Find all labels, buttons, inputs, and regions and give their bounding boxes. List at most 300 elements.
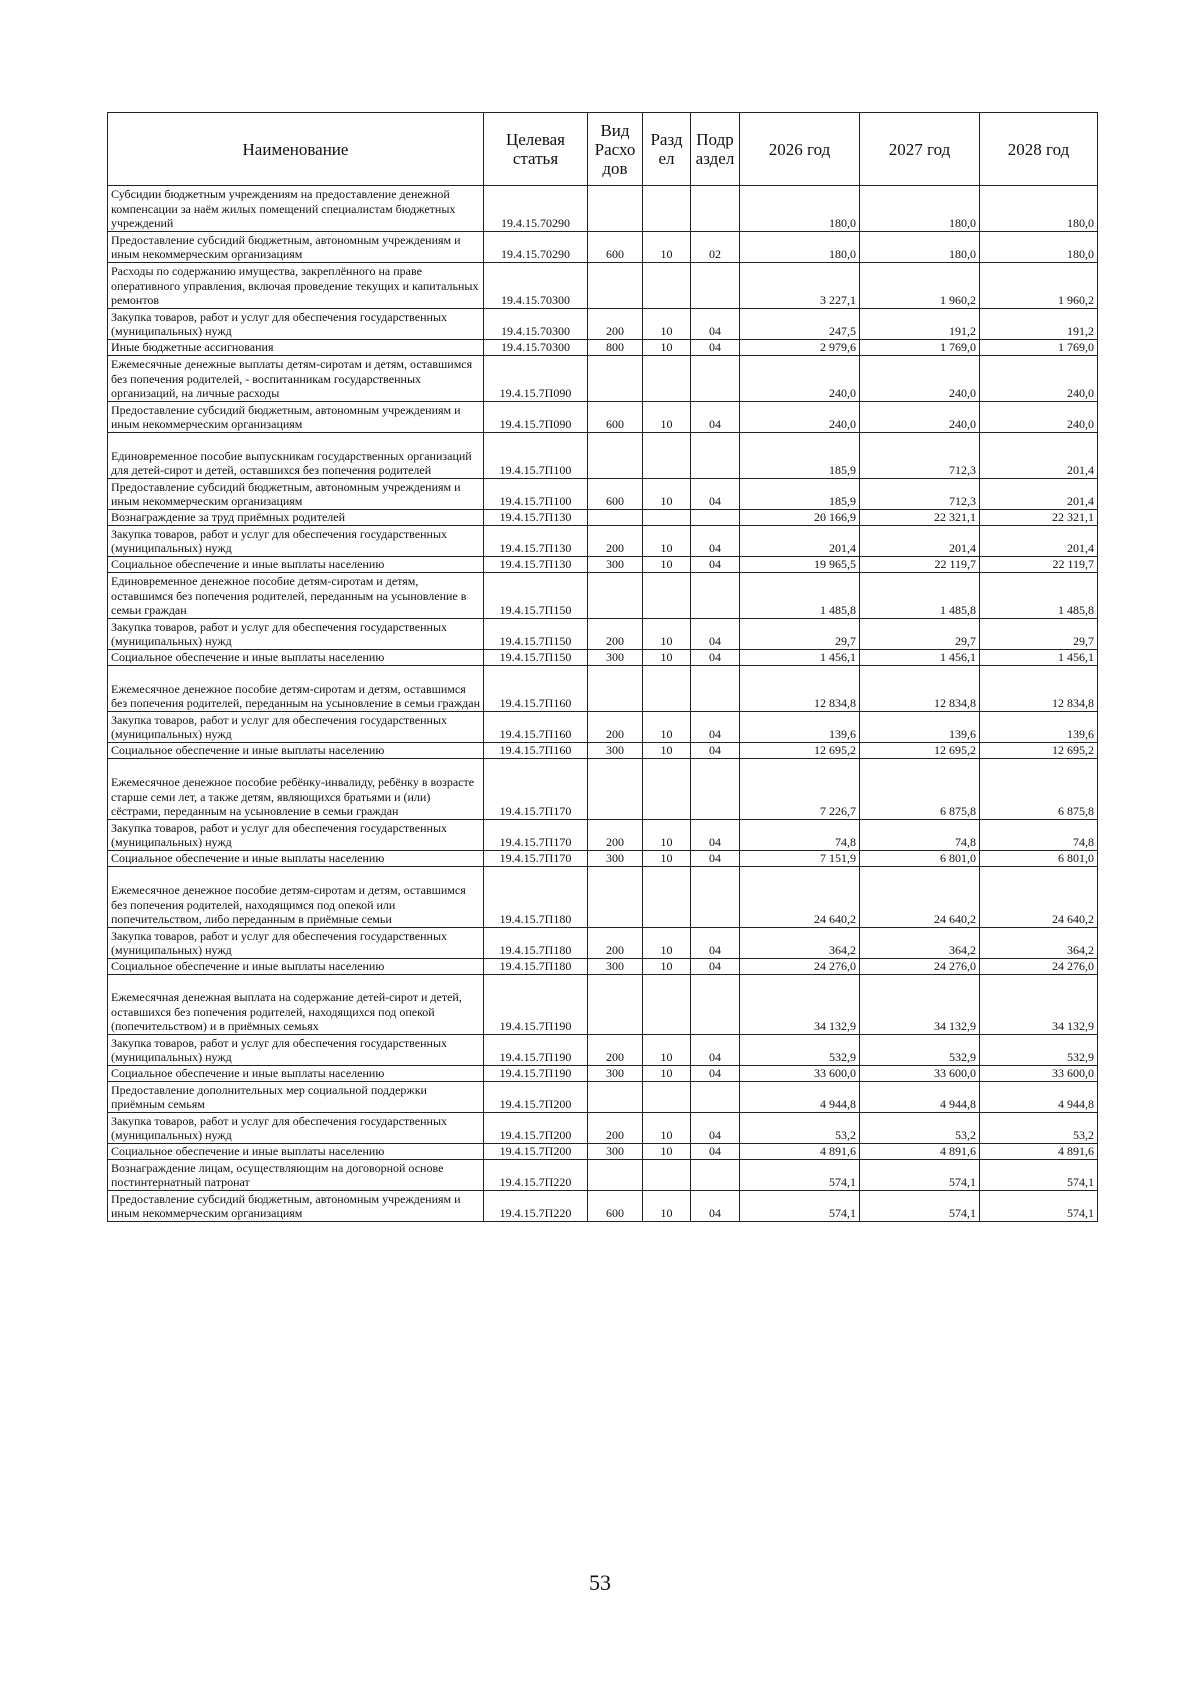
row-target-article: 19.4.15.7П160 xyxy=(484,712,588,743)
row-expense-type: 300 xyxy=(588,557,643,573)
row-target-article: 19.4.15.70290 xyxy=(484,186,588,232)
row-value-2026: 185,9 xyxy=(740,479,860,510)
row-value-2027: 29,7 xyxy=(860,619,980,650)
row-subsection: 02 xyxy=(691,232,740,263)
row-expense-type: 600 xyxy=(588,1191,643,1222)
row-section: 10 xyxy=(643,928,691,959)
row-value-2027: 1 960,2 xyxy=(860,263,980,309)
row-value-2026: 34 132,9 xyxy=(740,975,860,1035)
row-name: Предоставление субсидий бюджетным, автономным учреждениям и иным некоммерческим организациям xyxy=(108,1191,484,1222)
table-row xyxy=(108,1191,1098,1222)
row-expense-type xyxy=(588,867,643,928)
row-section: 10 xyxy=(643,479,691,510)
header-name: Наименование xyxy=(108,113,484,186)
row-section: 10 xyxy=(643,1113,691,1144)
row-value-2028: 364,2 xyxy=(980,928,1098,959)
table-row xyxy=(108,510,1098,526)
row-name: Ежемесячное денежное пособие детям-сиротам и детям, оставшимся без попечения родителей, переданным на усыновление в семьи граждан xyxy=(108,666,484,712)
row-subsection xyxy=(691,573,740,619)
row-value-2026: 4 891,6 xyxy=(740,1144,860,1160)
row-section: 10 xyxy=(643,619,691,650)
row-section xyxy=(643,510,691,526)
row-name: Социальное обеспечение и иные выплаты населению xyxy=(108,959,484,975)
row-section: 10 xyxy=(643,309,691,340)
row-section: 10 xyxy=(643,712,691,743)
row-value-2028: 180,0 xyxy=(980,232,1098,263)
row-value-2027: 34 132,9 xyxy=(860,975,980,1035)
row-expense-type: 300 xyxy=(588,1066,643,1082)
row-name: Закупка товаров, работ и услуг для обеспечения государственных (муниципальных) нужд xyxy=(108,928,484,959)
row-value-2028: 24 276,0 xyxy=(980,959,1098,975)
row-value-2027: 191,2 xyxy=(860,309,980,340)
row-expense-type: 200 xyxy=(588,526,643,557)
row-subsection: 04 xyxy=(691,928,740,959)
row-name: Закупка товаров, работ и услуг для обеспечения государственных (муниципальных) нужд xyxy=(108,820,484,851)
row-subsection: 04 xyxy=(691,619,740,650)
table-row xyxy=(108,1113,1098,1144)
row-value-2028: 22 321,1 xyxy=(980,510,1098,526)
row-section: 10 xyxy=(643,340,691,356)
row-value-2027: 574,1 xyxy=(860,1160,980,1191)
row-value-2028: 6 875,8 xyxy=(980,759,1098,820)
table-body xyxy=(108,186,1098,1222)
row-value-2026: 1 456,1 xyxy=(740,650,860,666)
page-number: 53 xyxy=(589,1570,611,1595)
row-value-2027: 24 276,0 xyxy=(860,959,980,975)
row-section: 10 xyxy=(643,1066,691,1082)
table-row xyxy=(108,1144,1098,1160)
row-value-2027: 4 944,8 xyxy=(860,1082,980,1113)
table-row xyxy=(108,1035,1098,1066)
row-value-2028: 6 801,0 xyxy=(980,851,1098,867)
row-section: 10 xyxy=(643,851,691,867)
row-subsection xyxy=(691,510,740,526)
row-target-article: 19.4.15.7П150 xyxy=(484,619,588,650)
table-row xyxy=(108,928,1098,959)
row-expense-type: 200 xyxy=(588,1113,643,1144)
row-target-article: 19.4.15.70290 xyxy=(484,232,588,263)
row-value-2026: 201,4 xyxy=(740,526,860,557)
row-subsection xyxy=(691,1160,740,1191)
table-row xyxy=(108,557,1098,573)
row-target-article: 19.4.15.7П090 xyxy=(484,402,588,433)
row-name: Предоставление субсидий бюджетным, автономным учреждениям и иным некоммерческим организациям xyxy=(108,402,484,433)
row-subsection xyxy=(691,356,740,402)
row-expense-type: 600 xyxy=(588,479,643,510)
row-target-article: 19.4.15.7П100 xyxy=(484,479,588,510)
row-value-2026: 4 944,8 xyxy=(740,1082,860,1113)
row-section: 10 xyxy=(643,1144,691,1160)
row-expense-type xyxy=(588,433,643,479)
row-name: Социальное обеспечение и иные выплаты населению xyxy=(108,557,484,573)
row-section xyxy=(643,186,691,232)
table-row xyxy=(108,820,1098,851)
row-name: Субсидии бюджетным учреждениям на предоставление денежной компенсации за наём жилых помещений специалистам бюджетных учреждений xyxy=(108,186,484,232)
row-section xyxy=(643,1160,691,1191)
row-target-article: 19.4.15.70300 xyxy=(484,263,588,309)
row-value-2026: 180,0 xyxy=(740,232,860,263)
row-target-article: 19.4.15.70300 xyxy=(484,340,588,356)
row-value-2028: 53,2 xyxy=(980,1113,1098,1144)
row-value-2027: 532,9 xyxy=(860,1035,980,1066)
row-section: 10 xyxy=(643,820,691,851)
row-value-2028: 1 485,8 xyxy=(980,573,1098,619)
row-target-article: 19.4.15.7П130 xyxy=(484,526,588,557)
row-subsection: 04 xyxy=(691,650,740,666)
row-value-2028: 240,0 xyxy=(980,356,1098,402)
row-value-2027: 53,2 xyxy=(860,1113,980,1144)
row-expense-type xyxy=(588,1160,643,1191)
row-name: Единовременное денежное пособие детям-сиротам и детям, оставшимся без попечения родителей, переданным на усыновление в семьи граждан xyxy=(108,573,484,619)
row-expense-type: 300 xyxy=(588,959,643,975)
table-row xyxy=(108,479,1098,510)
row-value-2027: 712,3 xyxy=(860,479,980,510)
row-name: Предоставление субсидий бюджетным, автономным учреждениям и иным некоммерческим организациям xyxy=(108,232,484,263)
table-row xyxy=(108,232,1098,263)
row-subsection: 04 xyxy=(691,1066,740,1082)
row-subsection: 04 xyxy=(691,1144,740,1160)
row-expense-type xyxy=(588,1082,643,1113)
row-value-2026: 20 166,9 xyxy=(740,510,860,526)
row-section xyxy=(643,666,691,712)
row-expense-type: 600 xyxy=(588,232,643,263)
row-section xyxy=(643,867,691,928)
row-target-article: 19.4.15.70300 xyxy=(484,309,588,340)
row-value-2028: 33 600,0 xyxy=(980,1066,1098,1082)
row-expense-type xyxy=(588,510,643,526)
row-target-article: 19.4.15.7П200 xyxy=(484,1144,588,1160)
row-target-article: 19.4.15.7П180 xyxy=(484,867,588,928)
row-subsection: 04 xyxy=(691,402,740,433)
row-section: 10 xyxy=(643,1191,691,1222)
row-value-2026: 3 227,1 xyxy=(740,263,860,309)
row-value-2027: 364,2 xyxy=(860,928,980,959)
row-name: Предоставление дополнительных мер социальной поддержки приёмным семьям xyxy=(108,1082,484,1113)
row-section xyxy=(643,759,691,820)
table-row xyxy=(108,867,1098,928)
row-subsection: 04 xyxy=(691,1113,740,1144)
row-name: Закупка товаров, работ и услуг для обеспечения государственных (муниципальных) нужд xyxy=(108,1113,484,1144)
table-row xyxy=(108,263,1098,309)
table-row xyxy=(108,309,1098,340)
row-value-2027: 1 485,8 xyxy=(860,573,980,619)
row-target-article: 19.4.15.7П170 xyxy=(484,851,588,867)
row-name: Социальное обеспечение и иные выплаты населению xyxy=(108,1066,484,1082)
row-target-article: 19.4.15.7П170 xyxy=(484,820,588,851)
row-expense-type: 200 xyxy=(588,309,643,340)
row-value-2028: 201,4 xyxy=(980,479,1098,510)
row-target-article: 19.4.15.7П180 xyxy=(484,928,588,959)
row-value-2028: 12 834,8 xyxy=(980,666,1098,712)
table-row xyxy=(108,186,1098,232)
row-section: 10 xyxy=(643,232,691,263)
row-target-article: 19.4.15.7П190 xyxy=(484,1035,588,1066)
row-value-2028: 532,9 xyxy=(980,1035,1098,1066)
row-value-2026: 1 485,8 xyxy=(740,573,860,619)
row-name: Ежемесячное денежное пособие ребёнку-инвалиду, ребёнку в возрасте старше семи лет, а также детям, являющихся братьями и (или) сёстрами, переданным на усыновление в семьи граждан xyxy=(108,759,484,820)
row-value-2026: 532,9 xyxy=(740,1035,860,1066)
table-row xyxy=(108,666,1098,712)
header-target-article: Целевая статья xyxy=(484,113,588,186)
table-row xyxy=(108,526,1098,557)
row-expense-type xyxy=(588,263,643,309)
table-row xyxy=(108,712,1098,743)
row-value-2027: 6 875,8 xyxy=(860,759,980,820)
row-expense-type xyxy=(588,573,643,619)
table-row xyxy=(108,356,1098,402)
row-value-2026: 574,1 xyxy=(740,1160,860,1191)
row-value-2026: 7 151,9 xyxy=(740,851,860,867)
row-name: Социальное обеспечение и иные выплаты населению xyxy=(108,743,484,759)
row-subsection: 04 xyxy=(691,309,740,340)
row-expense-type: 300 xyxy=(588,743,643,759)
row-value-2026: 180,0 xyxy=(740,186,860,232)
row-subsection xyxy=(691,867,740,928)
row-value-2028: 1 769,0 xyxy=(980,340,1098,356)
budget-table xyxy=(107,112,1098,1222)
row-name: Иные бюджетные ассигнования xyxy=(108,340,484,356)
row-name: Ежемесячные денежные выплаты детям-сиротам и детям, оставшимся без попечения родителей, - воспитанникам государственных организаций, на личные расходы xyxy=(108,356,484,402)
row-value-2028: 22 119,7 xyxy=(980,557,1098,573)
row-target-article: 19.4.15.7П130 xyxy=(484,557,588,573)
row-section xyxy=(643,975,691,1035)
row-target-article: 19.4.15.7П100 xyxy=(484,433,588,479)
row-section xyxy=(643,573,691,619)
row-value-2026: 185,9 xyxy=(740,433,860,479)
row-subsection xyxy=(691,759,740,820)
row-value-2028: 24 640,2 xyxy=(980,867,1098,928)
header-subsection: Подр аздел xyxy=(691,113,740,186)
row-expense-type: 200 xyxy=(588,619,643,650)
row-value-2028: 29,7 xyxy=(980,619,1098,650)
row-target-article: 19.4.15.7П220 xyxy=(484,1160,588,1191)
row-target-article: 19.4.15.7П170 xyxy=(484,759,588,820)
row-value-2028: 201,4 xyxy=(980,433,1098,479)
row-name: Закупка товаров, работ и услуг для обеспечения государственных (муниципальных) нужд xyxy=(108,526,484,557)
row-section xyxy=(643,433,691,479)
row-section xyxy=(643,1082,691,1113)
row-target-article: 19.4.15.7П150 xyxy=(484,650,588,666)
row-value-2028: 574,1 xyxy=(980,1160,1098,1191)
row-section: 10 xyxy=(643,650,691,666)
table-row xyxy=(108,851,1098,867)
row-value-2028: 34 132,9 xyxy=(980,975,1098,1035)
header-section: Разд ел xyxy=(643,113,691,186)
row-section: 10 xyxy=(643,959,691,975)
row-value-2028: 4 944,8 xyxy=(980,1082,1098,1113)
row-target-article: 19.4.15.7П200 xyxy=(484,1082,588,1113)
table-row xyxy=(108,573,1098,619)
row-target-article: 19.4.15.7П200 xyxy=(484,1113,588,1144)
row-value-2028: 191,2 xyxy=(980,309,1098,340)
row-expense-type: 200 xyxy=(588,928,643,959)
row-expense-type: 300 xyxy=(588,851,643,867)
row-value-2027: 180,0 xyxy=(860,232,980,263)
row-section xyxy=(643,356,691,402)
row-value-2027: 574,1 xyxy=(860,1191,980,1222)
row-subsection: 04 xyxy=(691,1191,740,1222)
row-name: Вознаграждение за труд приёмных родителей xyxy=(108,510,484,526)
row-subsection: 04 xyxy=(691,526,740,557)
row-subsection xyxy=(691,975,740,1035)
row-value-2027: 33 600,0 xyxy=(860,1066,980,1082)
table-header-row xyxy=(108,113,1098,186)
row-value-2026: 24 640,2 xyxy=(740,867,860,928)
table-row xyxy=(108,619,1098,650)
row-value-2026: 53,2 xyxy=(740,1113,860,1144)
row-value-2027: 201,4 xyxy=(860,526,980,557)
table-row xyxy=(108,743,1098,759)
row-expense-type: 300 xyxy=(588,1144,643,1160)
row-value-2026: 7 226,7 xyxy=(740,759,860,820)
row-subsection: 04 xyxy=(691,959,740,975)
row-expense-type: 600 xyxy=(588,402,643,433)
row-name: Закупка товаров, работ и услуг для обеспечения государственных (муниципальных) нужд xyxy=(108,619,484,650)
row-name: Социальное обеспечение и иные выплаты населению xyxy=(108,1144,484,1160)
row-value-2027: 139,6 xyxy=(860,712,980,743)
row-value-2027: 180,0 xyxy=(860,186,980,232)
row-name: Закупка товаров, работ и услуг для обеспечения государственных (муниципальных) нужд xyxy=(108,712,484,743)
row-value-2026: 19 965,5 xyxy=(740,557,860,573)
table-row xyxy=(108,1066,1098,1082)
row-expense-type: 200 xyxy=(588,1035,643,1066)
row-value-2027: 24 640,2 xyxy=(860,867,980,928)
row-value-2026: 139,6 xyxy=(740,712,860,743)
row-value-2027: 12 834,8 xyxy=(860,666,980,712)
row-subsection: 04 xyxy=(691,712,740,743)
row-value-2028: 201,4 xyxy=(980,526,1098,557)
row-subsection: 04 xyxy=(691,340,740,356)
row-name: Закупка товаров, работ и услуг для обеспечения государственных (муниципальных) нужд xyxy=(108,1035,484,1066)
header-year-2026: 2026 год xyxy=(740,113,860,186)
row-value-2027: 22 321,1 xyxy=(860,510,980,526)
row-name: Социальное обеспечение и иные выплаты населению xyxy=(108,851,484,867)
header-year-2027: 2027 год xyxy=(860,113,980,186)
row-section: 10 xyxy=(643,557,691,573)
row-subsection: 04 xyxy=(691,479,740,510)
table-row xyxy=(108,402,1098,433)
row-value-2027: 4 891,6 xyxy=(860,1144,980,1160)
table-row xyxy=(108,433,1098,479)
row-value-2026: 33 600,0 xyxy=(740,1066,860,1082)
row-value-2026: 2 979,6 xyxy=(740,340,860,356)
row-expense-type: 300 xyxy=(588,650,643,666)
row-expense-type xyxy=(588,186,643,232)
row-value-2027: 12 695,2 xyxy=(860,743,980,759)
row-section: 10 xyxy=(643,1035,691,1066)
row-value-2027: 22 119,7 xyxy=(860,557,980,573)
row-subsection xyxy=(691,186,740,232)
row-value-2027: 6 801,0 xyxy=(860,851,980,867)
table-row xyxy=(108,759,1098,820)
header-year-2028: 2028 год xyxy=(980,113,1098,186)
row-subsection xyxy=(691,1082,740,1113)
row-target-article: 19.4.15.7П150 xyxy=(484,573,588,619)
row-subsection: 04 xyxy=(691,820,740,851)
row-value-2027: 1 456,1 xyxy=(860,650,980,666)
row-value-2028: 180,0 xyxy=(980,186,1098,232)
row-value-2028: 240,0 xyxy=(980,402,1098,433)
row-expense-type xyxy=(588,975,643,1035)
row-subsection: 04 xyxy=(691,557,740,573)
row-value-2026: 12 834,8 xyxy=(740,666,860,712)
row-value-2026: 240,0 xyxy=(740,402,860,433)
table-row xyxy=(108,340,1098,356)
table-row xyxy=(108,1160,1098,1191)
row-section: 10 xyxy=(643,526,691,557)
row-value-2028: 139,6 xyxy=(980,712,1098,743)
table-row xyxy=(108,975,1098,1035)
row-subsection: 04 xyxy=(691,743,740,759)
row-expense-type: 200 xyxy=(588,712,643,743)
row-section xyxy=(643,263,691,309)
table-row xyxy=(108,959,1098,975)
row-value-2026: 364,2 xyxy=(740,928,860,959)
header-expense-type: Вид Расхо дов xyxy=(588,113,643,186)
row-name: Предоставление субсидий бюджетным, автономным учреждениям и иным некоммерческим организациям xyxy=(108,479,484,510)
row-target-article: 19.4.15.7П190 xyxy=(484,1066,588,1082)
row-value-2026: 12 695,2 xyxy=(740,743,860,759)
row-value-2026: 247,5 xyxy=(740,309,860,340)
row-name: Закупка товаров, работ и услуг для обеспечения государственных (муниципальных) нужд xyxy=(108,309,484,340)
row-value-2026: 24 276,0 xyxy=(740,959,860,975)
row-subsection: 04 xyxy=(691,851,740,867)
row-value-2026: 29,7 xyxy=(740,619,860,650)
row-value-2028: 1 960,2 xyxy=(980,263,1098,309)
row-target-article: 19.4.15.7П160 xyxy=(484,743,588,759)
row-expense-type xyxy=(588,759,643,820)
row-target-article: 19.4.15.7П220 xyxy=(484,1191,588,1222)
row-name: Социальное обеспечение и иные выплаты населению xyxy=(108,650,484,666)
row-value-2027: 240,0 xyxy=(860,402,980,433)
row-target-article: 19.4.15.7П160 xyxy=(484,666,588,712)
row-name: Вознаграждение лицам, осуществляющим на договорной основе постинтернатный патронат xyxy=(108,1160,484,1191)
row-name: Ежемесячная денежная выплата на содержание детей-сирот и детей, оставшихся без попечения родителей, находящихся под опекой (попечительством) и в приёмных семьях xyxy=(108,975,484,1035)
row-value-2026: 74,8 xyxy=(740,820,860,851)
row-value-2028: 12 695,2 xyxy=(980,743,1098,759)
row-target-article: 19.4.15.7П090 xyxy=(484,356,588,402)
row-value-2028: 574,1 xyxy=(980,1191,1098,1222)
row-value-2027: 712,3 xyxy=(860,433,980,479)
row-target-article: 19.4.15.7П190 xyxy=(484,975,588,1035)
row-value-2026: 240,0 xyxy=(740,356,860,402)
row-value-2027: 74,8 xyxy=(860,820,980,851)
row-section: 10 xyxy=(643,402,691,433)
row-value-2028: 1 456,1 xyxy=(980,650,1098,666)
row-value-2026: 574,1 xyxy=(740,1191,860,1222)
row-value-2027: 240,0 xyxy=(860,356,980,402)
row-subsection xyxy=(691,433,740,479)
row-name: Единовременное пособие выпускникам государственных организаций для детей-сирот и детей, оставшихся без попечения родителей xyxy=(108,433,484,479)
row-value-2028: 4 891,6 xyxy=(980,1144,1098,1160)
row-expense-type xyxy=(588,666,643,712)
row-name: Ежемесячное денежное пособие детям-сиротам и детям, оставшимся без попечения родителей, находящимся под опекой или попечительством, либо переданным в приёмные семьи xyxy=(108,867,484,928)
row-target-article: 19.4.15.7П180 xyxy=(484,959,588,975)
row-expense-type xyxy=(588,356,643,402)
row-subsection: 04 xyxy=(691,1035,740,1066)
row-subsection xyxy=(691,666,740,712)
row-expense-type: 800 xyxy=(588,340,643,356)
row-section: 10 xyxy=(643,743,691,759)
row-name: Расходы по содержанию имущества, закреплённого на праве оперативного управления, включая проведение текущих и капитальных ремонтов xyxy=(108,263,484,309)
row-value-2028: 74,8 xyxy=(980,820,1098,851)
table-row xyxy=(108,650,1098,666)
row-target-article: 19.4.15.7П130 xyxy=(484,510,588,526)
table-row xyxy=(108,1082,1098,1113)
row-expense-type: 200 xyxy=(588,820,643,851)
row-value-2027: 1 769,0 xyxy=(860,340,980,356)
row-subsection xyxy=(691,263,740,309)
